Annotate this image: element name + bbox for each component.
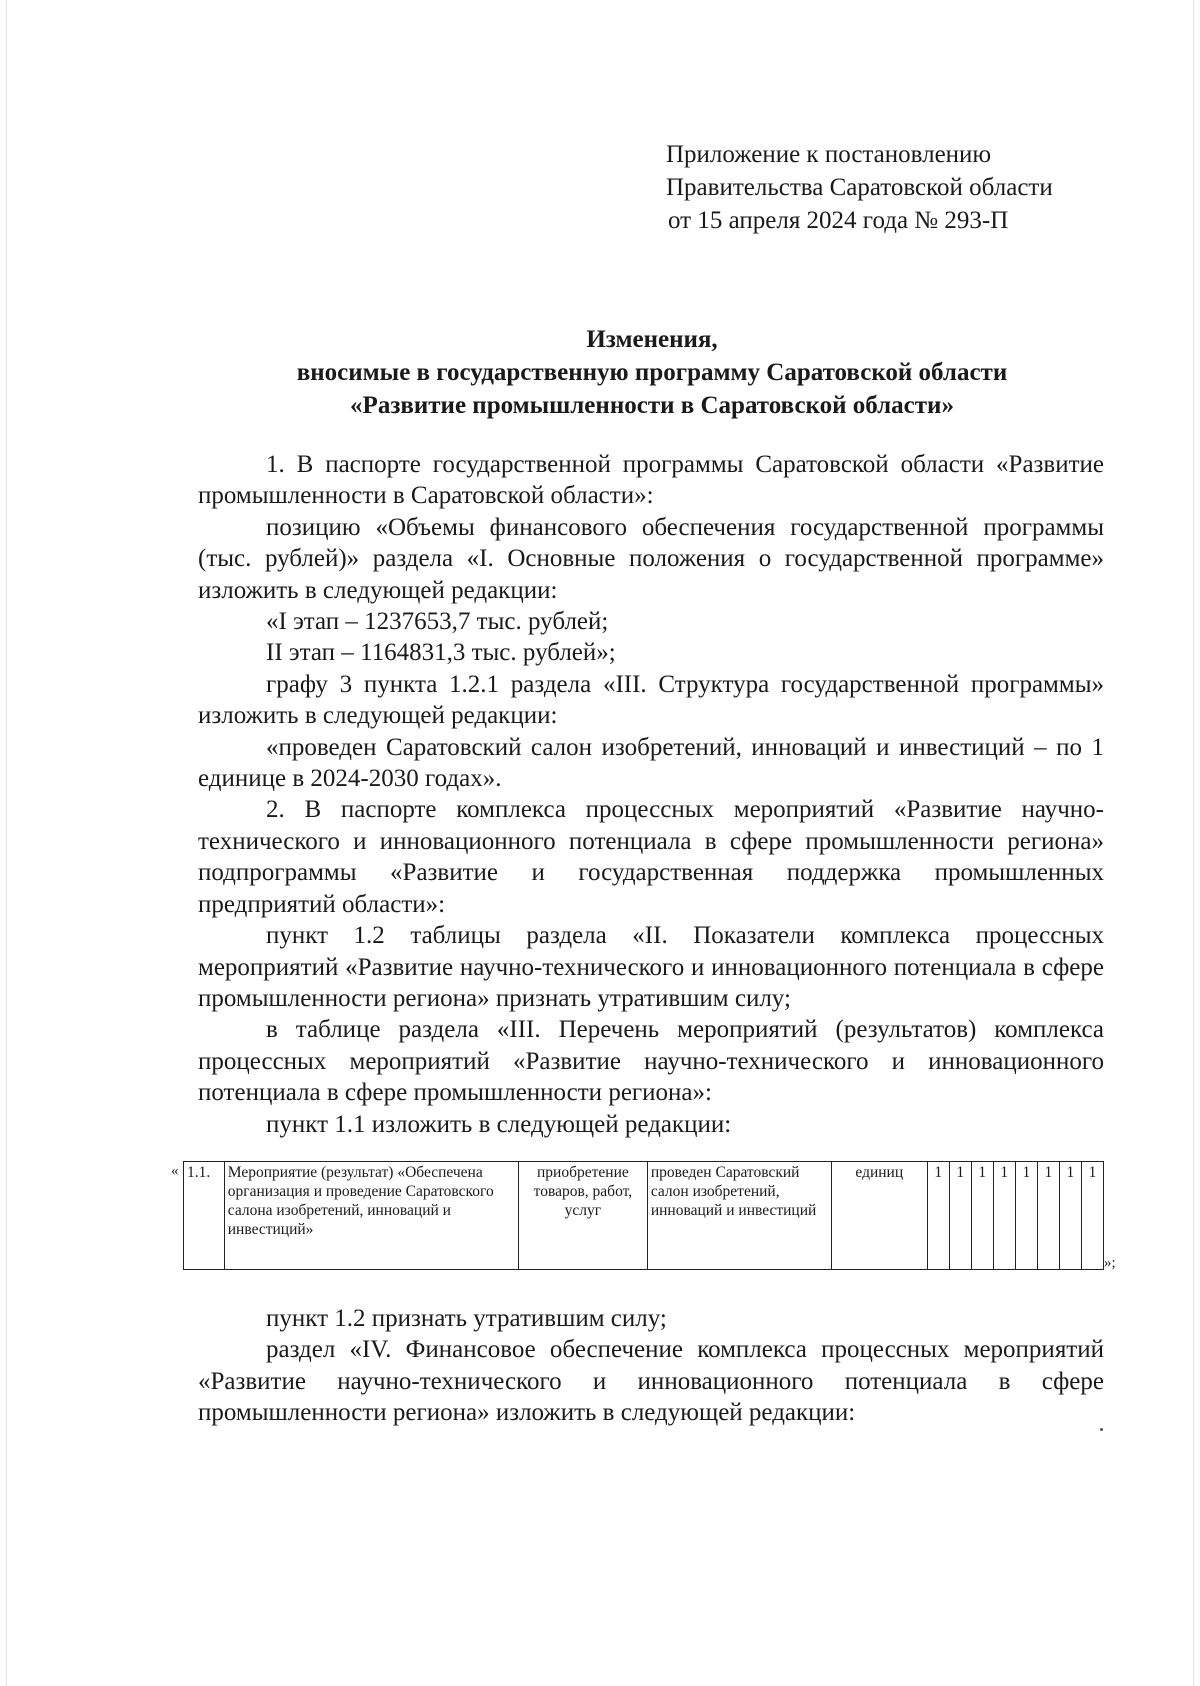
paragraph: пункт 1.1 изложить в следующей редакции: <box>266 1110 732 1138</box>
paragraph: раздел «IV. Финансовое обеспечение комплекса процессных мероприятий «Развитие научно-технического и инновационного потенциала в сфере промышленности региона» изложить в следующей редакции: <box>198 1336 1104 1427</box>
paragraph: II этап – 1164831,3 тыс. рублей»; <box>266 639 616 667</box>
title-line: «Развитие промышленности в Саратовской области» <box>350 392 954 419</box>
scan-edge-left <box>6 0 7 1686</box>
title-line: Изменения, <box>586 326 718 353</box>
cell-value: 1 <box>949 1162 971 1270</box>
cell-value: 1 <box>971 1162 993 1270</box>
scan-edge-right <box>1193 0 1194 1686</box>
appendix-header <box>666 138 1146 237</box>
paragraph: в таблице раздела «III. Перечень мероприятий (результатов) комплекса процессных мероприятий «Развитие научно-технического и инновационного потенциала в сфере промышленности региона»: <box>198 1016 1104 1107</box>
paragraph: «I этап – 1237653,7 тыс. рублей; <box>266 608 609 636</box>
paragraph: графу 3 пункта 1.2.1 раздела «III. Структура государственной программы» изложить в следующей редакции: <box>198 670 1104 730</box>
cell-value: 1 <box>1059 1162 1081 1270</box>
header-line: Приложение к постановлению <box>666 141 992 168</box>
cell-number: 1.1. <box>184 1162 225 1270</box>
cell-name: Мероприятие (результат) «Обеспечена организация и проведение Саратовского салона изобретений, инноваций и инвестиций» <box>224 1162 518 1270</box>
paragraph: позицию «Объемы финансового обеспечения государственной программы (тыс. рублей)» раздела «I. Основные положения о государственной программе» изложить в следующей редакции: <box>198 513 1104 604</box>
paragraph: пункт 1.2 признать утратившим силу; <box>266 1305 667 1332</box>
paragraph: пункт 1.2 таблицы раздела «II. Показатели комплекса процессных мероприятий «Развитие научно-технического и инновационного потенциала в сфере промышленности региона» признать утратившим силу; <box>198 922 1104 1012</box>
cell-value: 1 <box>1015 1162 1037 1270</box>
header-line: Правительства Саратовской области <box>666 174 1053 201</box>
cell-value: 1 <box>927 1162 949 1270</box>
title-line: вносимые в государственную программу Саратовской области <box>296 359 1008 386</box>
document-title <box>198 323 1106 422</box>
amendment-table-block <box>171 1161 1116 1271</box>
paragraph: 1. В паспорте государственной программы Саратовской области «Развитие промышленности в Саратовской области»: <box>198 451 1104 510</box>
scan-speck <box>1100 1428 1103 1431</box>
cell-result: проведен Саратовский салон изобретений, инноваций и инвестиций <box>647 1162 831 1270</box>
amendment-table <box>183 1161 1104 1270</box>
table-close-quote: »; <box>1104 1255 1116 1271</box>
cell-value: 1 <box>1037 1162 1059 1270</box>
header-line: от 15 апреля 2024 года № 293-П <box>668 207 1009 234</box>
table-row <box>184 1162 1104 1270</box>
document-body-continued <box>198 1303 1104 1429</box>
cell-unit: единиц <box>831 1162 927 1270</box>
cell-type: приобретение товаров, работ, услуг <box>518 1162 647 1270</box>
paragraph: «проведен Саратовский салон изобретений, инноваций и инвестиций – по 1 единице в 2024-2030 годах». <box>198 733 1104 793</box>
table-open-quote: « <box>171 1163 179 1179</box>
document-body <box>198 449 1104 1140</box>
cell-value: 1 <box>993 1162 1015 1270</box>
cell-value: 1 <box>1081 1162 1103 1270</box>
paragraph: 2. В паспорте комплекса процессных мероприятий «Развитие научно-технического и инновационного потенциала в сфере промышленности региона» подпрограммы «Развитие и государственная поддержка промышленных предприятий области»: <box>198 796 1104 918</box>
